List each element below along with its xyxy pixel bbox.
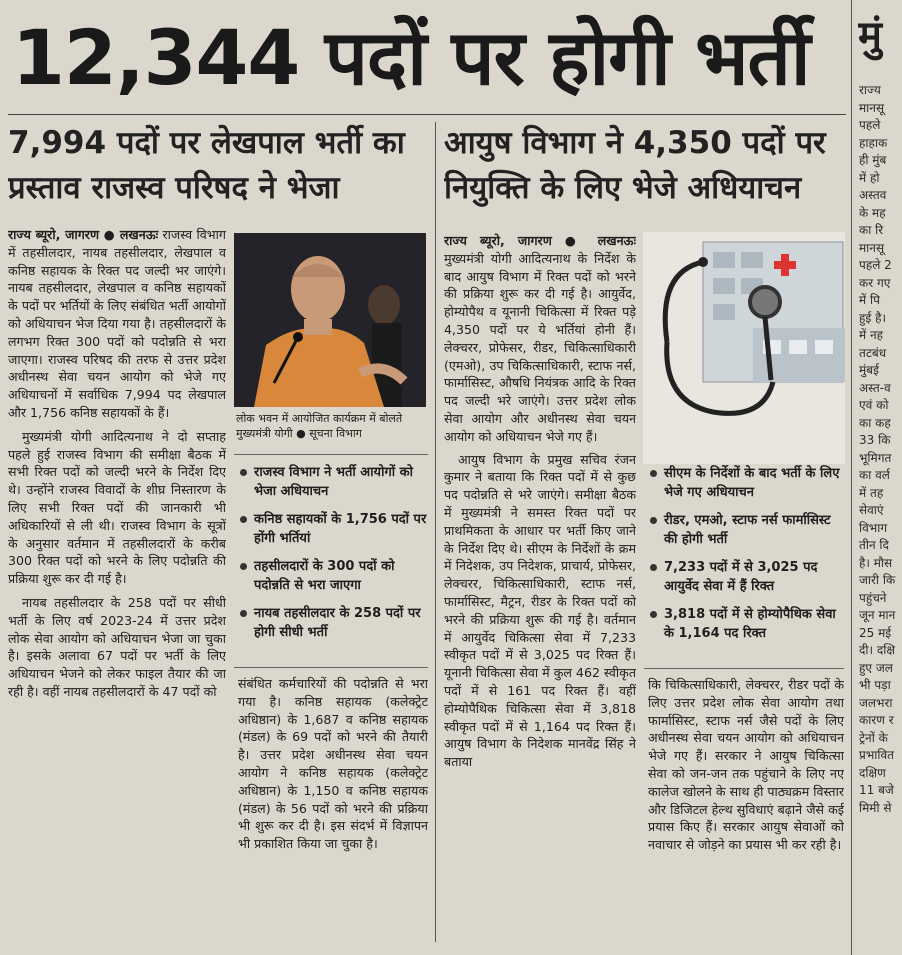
adjacent-text-line: तीन दि: [859, 538, 889, 552]
headline-rule: [8, 114, 846, 115]
adjacent-text-line: का वर्ल: [859, 468, 890, 482]
adjacent-text-line: दक्षिण: [859, 765, 886, 780]
adjacent-text-line: राज्य: [859, 83, 881, 97]
adjacent-text-line: तटबंध: [859, 345, 887, 360]
adjacent-text-line: ट्रेनों के: [859, 730, 888, 745]
adjacent-text-line: हाहाक: [859, 135, 888, 150]
right-story-title-line2: नियुक्ति के लिए भेजे अधियाचन: [444, 170, 802, 206]
right-story-highlights: [648, 464, 843, 664]
photo-caption: लोक भवन में आयोजित कार्यक्रम में बोलते मुख्यमंत्री योगी ● सूचना विभाग: [236, 412, 403, 440]
cm-speaking-photo: [234, 233, 426, 407]
adjacent-column-divider: [851, 0, 852, 955]
highlight-item: 7,233 पदों में से 3,025 पद आयुर्वेद सेवा में हैं रिक्त: [648, 558, 843, 596]
adjacent-text-line: पहले: [859, 118, 881, 132]
adjacent-text-line: ही मुंब: [859, 153, 887, 167]
adjacent-text-line: विभाग: [859, 520, 888, 535]
adjacent-text-line: में हो: [859, 170, 880, 185]
adjacent-text-line: दी। दक्षि: [859, 643, 895, 657]
right-highlights-rule: [644, 668, 844, 669]
right-story-byline: राज्य ब्यूरो, जागरण ● लखनऊः: [444, 233, 636, 248]
left-story-title: [8, 121, 426, 215]
highlight-item: राजस्व विभाग ने भर्ती आयोगों को भेजा अधियाचन: [238, 463, 428, 501]
adjacent-text-line: अस्तव: [859, 188, 887, 202]
right-story-column-2: [648, 676, 844, 946]
left-story-p2: मुख्यमंत्री योगी आदित्यनाथ ने दो सप्ताह पहले हुई राजस्व विभाग की समीक्षा बैठक में सभी रिक्त पदों को जल्दी भरने के निर्देश दिए थे। उन्होंने राजस्व विवादों के शीघ्र निस्तारण के लिए सभी रिक्त पदों की जानकारी भी अधिकारियों से ली थी। राजस्व विभाग के सूत्रों के अनुसार वर्तमान में तहसीलदारों के करीब 300 रिक्त पदों को भरने के लिए पदोन्नति की प्रक्रिया शुरू कर दी गई है।: [8, 428, 226, 587]
adjacent-text-line: 11 बजे: [859, 783, 894, 797]
adjacent-text-line: का कह: [859, 415, 891, 430]
adjacent-text-line: 33 कि: [859, 433, 891, 447]
left-story-column-2: [238, 675, 428, 945]
adjacent-text-line: जून मान: [859, 608, 896, 622]
adjacent-text-line: मानसू: [859, 100, 885, 115]
highlight-item: सीएम के निर्देशों के बाद भर्ती के लिए भेजे गए अधियाचन: [648, 464, 843, 502]
adjacent-text-line: एवं को: [859, 398, 889, 412]
hospital-illustration: [643, 232, 845, 464]
adjacent-text-line: कारण र: [859, 713, 894, 727]
adjacent-text-line: में पि: [859, 293, 880, 307]
left-story-highlights: [238, 463, 428, 663]
left-story-column-1: [8, 226, 226, 948]
adjacent-text-line: पहले 2: [859, 258, 892, 272]
main-headline: 12,344 पदों पर होगी भर्ती: [12, 13, 810, 102]
adjacent-text-line: है। मौस: [859, 555, 893, 570]
adjacent-text-line: प्रभावित: [859, 748, 894, 762]
left-story-title-line1: 7,994 पदों पर लेखपाल भर्ती का: [8, 125, 405, 161]
stethoscope-hospital-icon: [643, 232, 845, 464]
adjacent-text-line: हुए जल: [859, 660, 893, 675]
adjacent-text-line: भी पड़ा: [859, 678, 891, 692]
right-story-p1: राज्य ब्यूरो, जागरण ● लखनऊः मुख्यमंत्री योगी आदित्यनाथ के निर्देश के बाद आयुष विभाग में रिक्त पदों को भरने की प्रक्रिया शुरू कर दी गई है। आयुर्वेद, होम्योपैथ व यूनानी चिकित्सा में रिक्त पड़े 4,350 पदों पर ये भर्तियां होनी हैं। लेक्चरर, प्रोफेसर, रीडर, चिकित्साधिकारी (एमओ), उप चिकित्साधिकारी, स्टाफ नर्स, फार्मासिस्ट, औषधि नियंत्रक आदि के रिक्त पद जल्दी भरे जाएंगे। उत्तर प्रदेश लोक सेवा आयोग और अधीनस्थ सेवा चयन आयोग को अधियाचन भेजे गए हैं।: [444, 233, 636, 444]
adjacent-text-line: जलभरा: [859, 695, 893, 710]
adjacent-column-text: [859, 82, 902, 948]
left-story-col2-text: संबंधित कर्मचारियों की पदोन्नति से भरा गया है। कनिष्ठ सहायक (कलेक्ट्रेट अधिष्ठान) के 1,687 व कनिष्ठ सहायक (मंडल) के 69 पदों को भरने की तैयारी है। उत्तर प्रदेश अधीनस्थ सेवा चयन आयोग ने कनिष्ठ सहायक (कलेक्ट्रेट अधिष्ठान) के 1,150 व कनिष्ठ सहायक (मंडल) के 56 पदों को भरने की प्रक्रिया भी शुरू कर दी है। इस संदर्भ में विज्ञापन भी प्रकाशित किया जा चुका है।: [238, 676, 428, 852]
left-story-p3: नायब तहसीलदार के 258 पदों पर सीधी भर्ती के लिए वर्ष 2023-24 में उत्तर प्रदेश लोक सेवा आयोग को अधियाचन भेजा जा चुका है। इसके अलावा 67 पदों पर भर्ती के लिए अधियाचन भेजने को लेकर फाइल तैयार की जा रही है। वहीं नायब तहसीलदारों के 47 पदों को: [8, 594, 226, 699]
adjacent-text-line: हुई है।: [859, 310, 886, 325]
adjacent-text-line: पहुंचने: [859, 590, 887, 605]
adjacent-text-line: जारी कि: [859, 573, 896, 587]
right-story-title-line1: आयुष विभाग ने 4,350 पदों पर: [444, 125, 826, 161]
adjacent-text-line: में तह: [859, 485, 884, 500]
adjacent-text-line: मुंबई: [859, 363, 879, 377]
story-divider: [435, 122, 436, 942]
highlight-item: 3,818 पदों में से होम्योपैथिक सेवा के 1,164 पद रिक्त: [648, 605, 843, 643]
adjacent-text-line: कर गए: [859, 275, 891, 290]
left-story-byline: राज्य ब्यूरो, जागरण ● लखनऊः: [8, 227, 159, 242]
right-story-title: [444, 121, 844, 215]
adjacent-text-line: मानसू: [859, 240, 885, 255]
highlight-item: कनिष्ठ सहायकों के 1,756 पदों पर होंगी भर्तियां: [238, 510, 428, 548]
highlight-item: नायब तहसीलदार के 258 पदों पर होगी सीधी भर्ती: [238, 604, 428, 642]
highlight-item: तहसीलदारों के 300 पदों को पदोन्नति से भरा जाएगा: [238, 557, 428, 595]
adjacent-text-line: अस्त-व: [859, 380, 891, 395]
right-story-p2: आयुष विभाग के प्रमुख सचिव रंजन कुमार ने बताया कि रिक्त पदों में से कुछ पद पदोन्नति से भरे जाएंगे। समीक्षा बैठक में मुख्यमंत्री ने समस्त रिक्त पदों पर प्राथमिकता के आधार पर भर्ती किए जाने के निर्देश दिए थे। सीएम के निर्देशों के क्रम में निदेशक, उप निदेशक, प्राचार्य, प्रोफेसर, लेक्चरर, चिकित्साधिकारी, स्टाफ नर्स, फार्मासिस्ट, मैट्रन, रीडर के रिक्त पदों को भरने की प्रक्रिया शुरू की गई है। वर्तमान में आयुर्वेद चिकित्सा सेवा में 7,233 स्वीकृत पदों में से 3,025 पद रिक्त हैं। यूनानी चिकित्सा सेवा में कुल 462 स्वीकृत पदों में से 161 पद रिक्त हैं। वहीं होम्योपैथिक चिकित्सा सेवा में 3,818 स्वीकृत पदों में से 1,164 पद रिक्त हैं। आयुष विभाग के निदेशक मानवेंद्र सिंह ने बताया: [444, 451, 636, 770]
speaker-illustration: [234, 233, 426, 407]
adjacent-text-line: 25 मई: [859, 625, 892, 640]
adjacent-text-line: सेवाएं: [859, 503, 884, 517]
right-story-column-1: [444, 232, 636, 948]
adjacent-headline-fragment: मुं: [858, 13, 882, 59]
highlights-rule: [234, 667, 428, 668]
adjacent-text-line: मिमी से: [859, 800, 892, 815]
highlight-item: रीडर, एमओ, स्टाफ नर्स फार्मासिस्ट की होगी भर्ती: [648, 511, 843, 549]
adjacent-text-line: के मह: [859, 205, 886, 220]
left-story-title-line2: प्रस्ताव राजस्व परिषद ने भेजा: [8, 170, 340, 206]
caption-rule: [234, 454, 428, 455]
adjacent-text-line: का रि: [859, 223, 884, 237]
left-story-p1: राज्य ब्यूरो, जागरण ● लखनऊः राजस्व विभाग में तहसीलदार, नायब तहसीलदार, लेखपाल व कनिष्ठ सहायक के रिक्त पद जल्दी भर जाएंगे। नायब तहसीलदार, लेखपाल व कनिष्ठ सहायकों के पदों पर भर्तियों के लिए संबंधित भर्ती आयोगों को अधियाचन भेज दिया गया है। तहसीलदारों के लगभग रिक्त 300 पदों को पदोन्नति से भरा जाएगा। राजस्व परिषद की तरफ से उत्तर प्रदेश अधीनस्थ सेवा चयन आयोग को भेजे गए अधियाचनों में सर्वाधिक 7,994 पद लेखपाल और 1,756 कनिष्ठ सहायकों के हैं।: [8, 227, 226, 420]
right-story-col2-text: कि चिकित्साधिकारी, लेक्चरर, रीडर पदों के लिए उत्तर प्रदेश लोक सेवा आयोग तथा फार्मासिस्ट, स्टाफ नर्स जैसे पदों के लिए अधीनस्थ सेवा चयन आयोग को अधियाचन भेजे गए हैं। सरकार ने आयुष चिकित्सा सेवा को जन-जन तक पहुंचाने के लिए नए कालेज खोलने के साथ ही पाठ्यक्रम विस्तार और डिजिटल हेल्थ सुविधाएं बढ़ाने जैसे कई प्रयास किए हैं। सरकार आयुष सेवाओं को नवाचार से जोड़ने का प्रयास भी कर रही है।: [648, 677, 844, 853]
adjacent-text-line: भूमिगत: [859, 450, 892, 465]
adjacent-text-line: में नह: [859, 328, 884, 342]
